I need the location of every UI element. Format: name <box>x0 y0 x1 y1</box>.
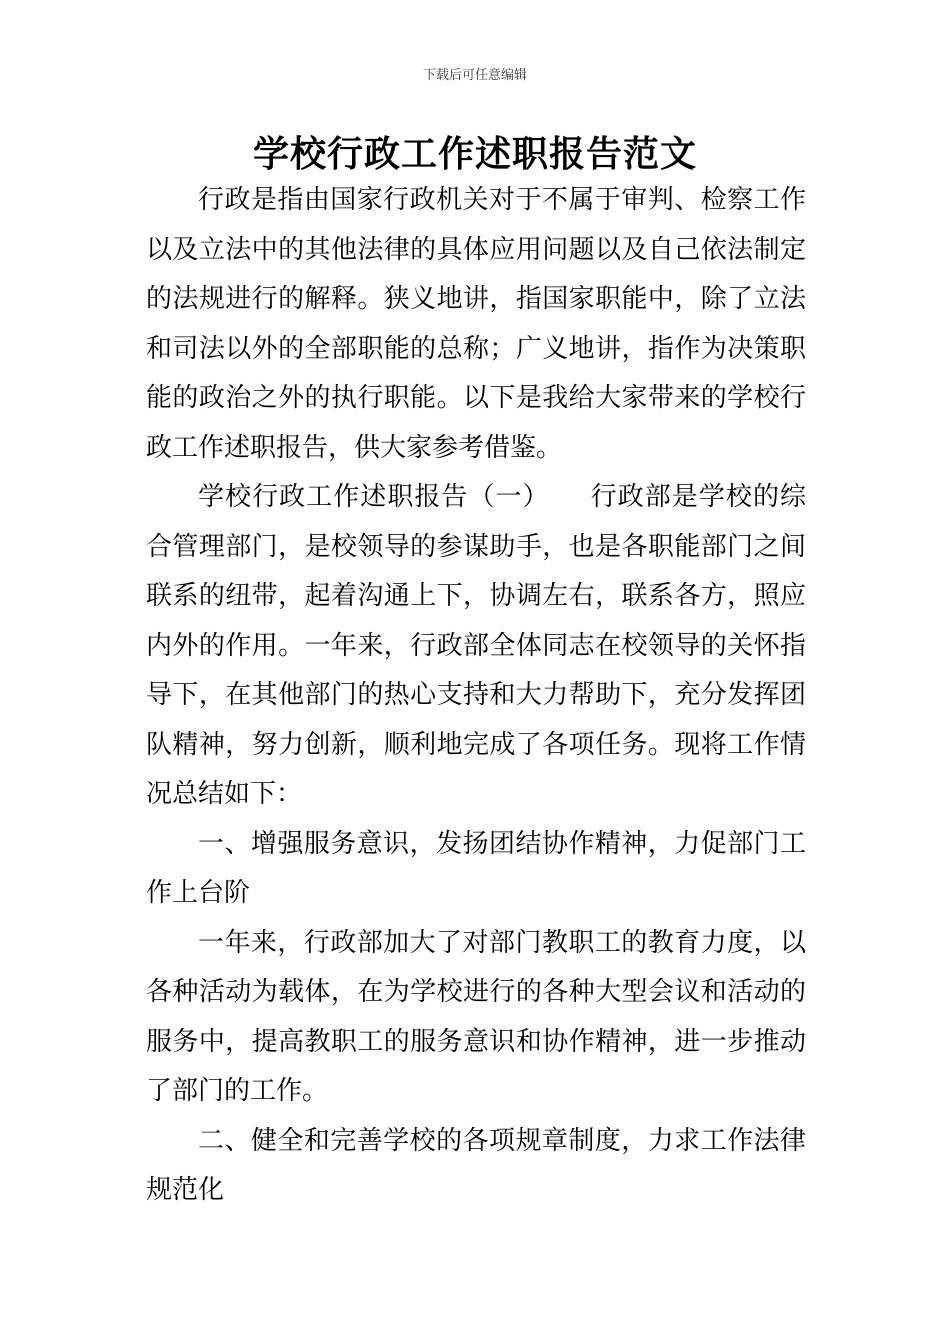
paragraph-intro: 行政是指由国家行政机关对于不属于审判、检察工作以及立法中的其他法律的具体应用问题以及自己依法制定的法规进行的解释。狭义地讲，指国家职能中，除了立法和司法以外的全部职能的总称；广义地讲，指作为决策职能的政治之外的执行职能。以下是我给大家带来的学校行政工作述职报告，供大家参考借鉴。 <box>146 185 806 463</box>
paragraph-report-one: 学校行政工作述职报告（一） 行政部是学校的综合管理部门，是校领导的参谋助手，也是各职能部门之间联系的纽带，起着沟通上下，协调左右，联系各方，照应内外的作用。一年来，行政部全体同志在校领导的关怀指导下，在其他部门的热心支持和大力帮助下，充分发挥团队精神，努力创新，顺利地完成了各项任务。现将工作情况总结如下： <box>146 482 806 809</box>
document-title: 学校行政工作述职报告范文 <box>252 134 697 175</box>
paragraph-section-one: 一年来，行政部加大了对部门教职工的教育力度，以各种活动为载体，在为学校进行的各种大型会议和活动的服务中，提高教职工的服务意识和协作精神，进一步推动了部门的工作。 <box>146 927 806 1106</box>
document-body <box>146 176 806 1216</box>
header-note: 下载后可任意编辑 <box>422 68 527 83</box>
section-heading-two: 二、健全和完善学校的各项规章制度，力求工作法律规范化 <box>146 1125 806 1205</box>
section-heading-one: 一、增强服务意识，发扬团结协作精神，力促部门工作上台阶 <box>146 828 806 908</box>
